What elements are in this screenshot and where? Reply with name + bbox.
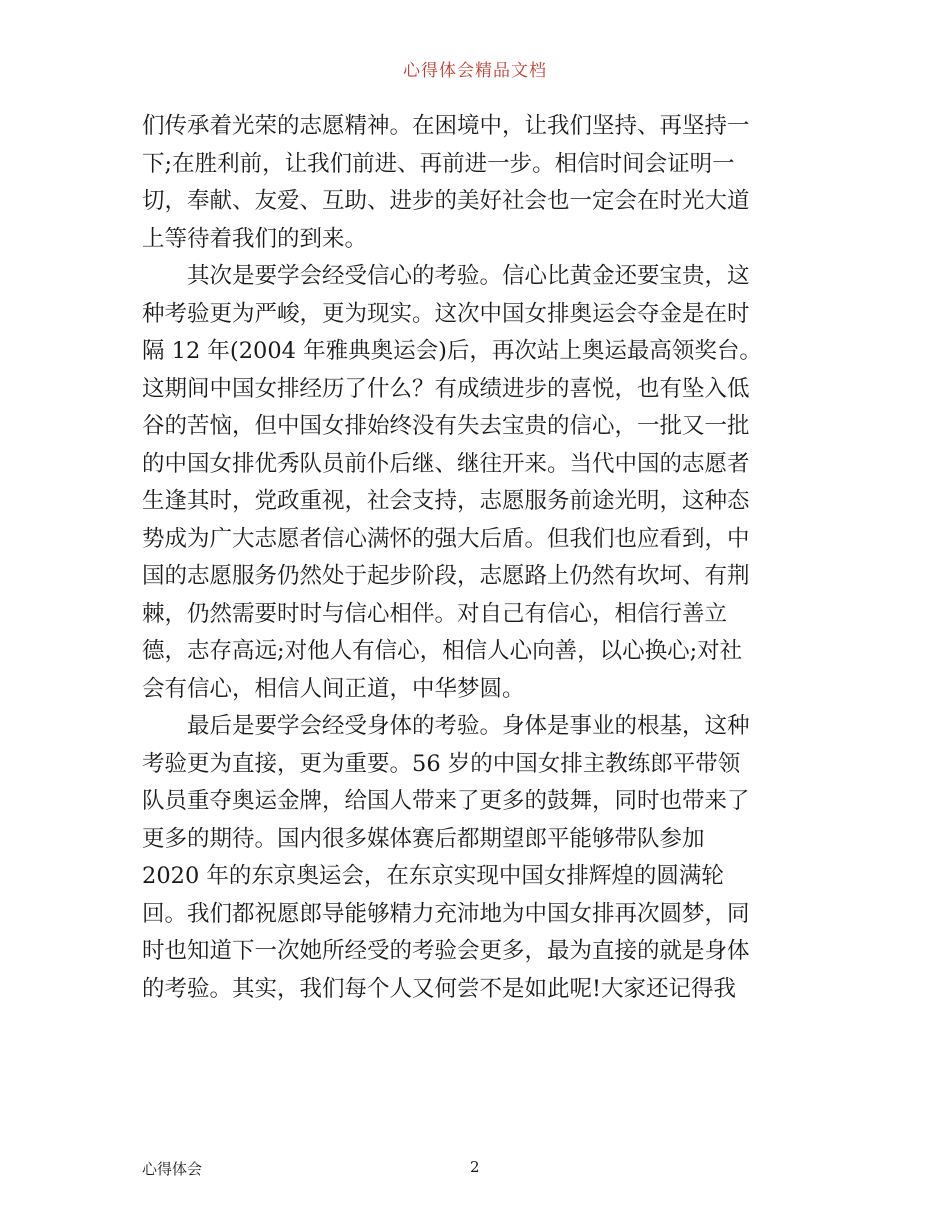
text-line: 种考验更为严峻，更为现实。这次中国女排奥运会夺金是在时	[142, 300, 750, 327]
document-header-title: 心得体会精品文档	[403, 61, 547, 81]
text-line: 的考验。其实，我们每个人又何尝不是如此呢!大家还记得我	[142, 975, 737, 1002]
text-line: 势成为广大志愿者信心满怀的强大后盾。但我们也应看到，中	[142, 525, 750, 552]
text-line: 时也知道下一次她所经受的考验会更多，最为直接的就是身体	[142, 938, 750, 964]
text-line: 切，奉献、友爱、互助、进步的美好社会也一定会在时光大道	[142, 188, 750, 214]
text-line: 其次是要学会经受信心的考验。信心比黄金还要宝贵，这	[142, 263, 750, 289]
text-line: 谷的苦恼，但中国女排始终没有失去宝贵的信心，一批又一批	[142, 413, 750, 439]
text-line: 回。我们都祝愿郎导能够精力充沛地为中国女排再次圆梦，同	[142, 900, 750, 927]
text-line: 上等待着我们的到来。	[142, 225, 368, 252]
text-line: 最后是要学会经受身体的考验。身体是事业的根基，这种	[142, 713, 750, 739]
text-line: 隔 12 年(2004 年雅典奥运会)后，再次站上奥运最高领奖台。	[142, 338, 762, 364]
footer-label: 心得体会	[142, 1160, 203, 1178]
text-line: 国的志愿服务仍然处于起步阶段，志愿路上仍然有坎坷、有荆	[142, 563, 750, 589]
text-line: 更多的期待。国内很多媒体赛后都期望郎平能够带队参加	[142, 825, 705, 852]
document-body	[142, 108, 812, 1008]
text-line: 这期间中国女排经历了什么？有成绩进步的喜悦，也有坠入低	[142, 375, 750, 402]
text-line: 棘，仍然需要时时与信心相伴。对自己有信心，相信行善立	[142, 600, 728, 627]
text-line: 生逢其时，党政重视，社会支持，志愿服务前途光明，这种态	[142, 488, 750, 514]
text-line: 考验更为直接，更为重要。56 岁的中国女排主教练郎平带领	[142, 750, 741, 777]
text-line: 队员重夺奥运金牌，给国人带来了更多的鼓舞，同时也带来了	[142, 788, 750, 814]
text-line: 德，志存高远;对他人有信心，相信人心向善，以心换心;对社	[142, 638, 743, 664]
text-line: 2020 年的东京奥运会，在东京实现中国女排辉煌的圆满轮	[142, 863, 724, 889]
text-line: 下;在胜利前，让我们前进、再前进一步。相信时间会证明一	[142, 150, 735, 177]
text-line: 们传承着光荣的志愿精神。在困境中，让我们坚持、再坚持一	[142, 113, 750, 139]
text-line: 会有信心，相信人间正道，中华梦圆。	[142, 675, 525, 702]
page-number: 2	[470, 1158, 480, 1176]
text-line: 的中国女排优秀队员前仆后继、继往开来。当代中国的志愿者	[142, 450, 750, 477]
